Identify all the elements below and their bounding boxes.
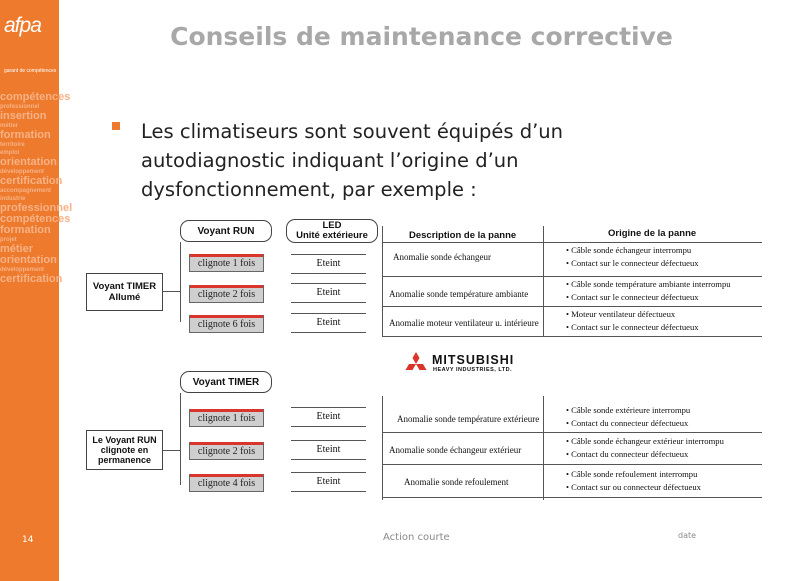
table-divider (543, 396, 544, 500)
panne-description: Anomalie sonde échangeur extérieur (389, 445, 522, 455)
word: certification (0, 175, 63, 187)
led-status: Eteint (291, 440, 366, 460)
clignote-indicator (189, 474, 264, 492)
clignote-indicator (189, 315, 264, 333)
bullet-square-icon (112, 122, 120, 130)
logo-tagline: garant de compétences (4, 68, 57, 74)
clignote-label: clignote 4 fois (197, 477, 256, 489)
word: métier (0, 243, 34, 255)
logo-mark: afpa (4, 14, 41, 37)
footer-date: date (678, 531, 697, 540)
group-bracket (180, 242, 181, 322)
clignote-label: clignote 1 fois (197, 257, 256, 269)
panne-description: Anomalie sonde refoulement (404, 477, 509, 487)
word: industrie (0, 196, 26, 202)
bullet-text: Les climatiseurs sont souvent équipés d’un autodiagnostic indiquant l’origine d’un dysfonctionnement, par exemple : (141, 120, 563, 201)
led-header (286, 219, 378, 243)
table-rule (382, 276, 762, 277)
word: compétences (0, 213, 71, 225)
origin-line: • Câble sonde échangeur interrompu (566, 245, 692, 255)
word: développement (0, 267, 45, 273)
word: insertion (0, 110, 47, 122)
voyant-run-header (180, 220, 272, 242)
origine-header: Origine de la panne (608, 228, 697, 239)
word: professionnel (0, 202, 73, 214)
brand-sub: HEAVY INDUSTRIES, LTD. (433, 367, 513, 373)
origin-line: • Contact sur le connecteur défectueux (566, 292, 699, 302)
clignote-indicator (189, 442, 264, 460)
word: emploi (0, 150, 20, 156)
three-diamonds-icon (404, 352, 428, 376)
word: formation (0, 224, 51, 236)
clignote-indicator (189, 285, 264, 303)
word: compétences (0, 91, 71, 103)
clignote-indicator (189, 254, 264, 272)
slide-title: Conseils de maintenance corrective (170, 22, 673, 51)
afpa-logo (4, 14, 56, 75)
clignote-indicator (189, 409, 264, 427)
led-status: Eteint (291, 254, 366, 274)
footer-label: Action courte (383, 532, 450, 543)
brand-name: MITSUBISHI (432, 353, 515, 367)
panne-description: Anomalie moteur ventilateur u. intérieure (389, 318, 539, 328)
mitsubishi-logo (404, 352, 554, 378)
table-rule (382, 432, 762, 433)
table-rule (382, 306, 762, 307)
panne-description: Anomalie sonde échangeur (393, 252, 491, 262)
group2-label-box (86, 430, 163, 470)
connector (163, 450, 180, 451)
panne-description: Anomalie sonde température extérieure (397, 414, 540, 424)
table-rule (382, 336, 762, 337)
table-divider (382, 396, 383, 500)
table-rule (382, 497, 762, 498)
word: formation (0, 129, 51, 141)
group1-label: Voyant TIMER Allumé (92, 281, 157, 303)
table-divider (382, 226, 383, 336)
word: métier (0, 123, 19, 129)
origin-line: • Contact sur le connecteur défectueux (566, 322, 699, 332)
led-label: LED (322, 220, 342, 231)
word: projet (0, 237, 17, 243)
sidebar (0, 0, 73, 581)
origin-line: • Contact sur ou connecteur défectueux (566, 482, 701, 492)
table-rule (382, 242, 762, 243)
led-status: Eteint (291, 283, 366, 303)
led-status: Eteint (291, 407, 366, 427)
word: certification (0, 273, 63, 285)
table-rule (382, 464, 762, 465)
word: développement (0, 169, 45, 175)
clignote-label: clignote 1 fois (197, 412, 256, 424)
word: professionnel (0, 104, 40, 110)
connector (163, 291, 180, 292)
description-header: Description de la panne (409, 230, 517, 241)
origin-line: • Câble sonde refoulement interrompu (566, 469, 698, 479)
word: orientation (0, 254, 57, 266)
clignote-label: clignote 6 fois (197, 318, 256, 330)
diagnostic-figure (86, 218, 762, 500)
origin-line: • Câble sonde échangeur extérieur interrompu (566, 436, 724, 446)
led-status: Eteint (291, 472, 366, 492)
voyant-timer-header (180, 371, 272, 393)
page-number: 14 (22, 535, 34, 545)
word: territoire (0, 142, 25, 148)
sidebar-word-cloud (0, 91, 73, 285)
led-status: Eteint (291, 313, 366, 333)
voyant-timer-label: Voyant TIMER (192, 376, 260, 388)
group-bracket (180, 393, 181, 485)
origin-line: • Moteur ventilateur défectueux (566, 309, 676, 319)
origin-line: • Contact du connecteur défectueux (566, 418, 689, 428)
led-sublabel: Unité extérieure (296, 230, 368, 241)
origin-line: • Câble sonde température ambiante interrompu (566, 279, 731, 289)
panne-description: Anomalie sonde température ambiante (389, 289, 529, 299)
word: orientation (0, 156, 57, 168)
group2-label: Le Voyant RUN clignote en permanence (92, 435, 157, 465)
origin-line: • Contact du connecteur défectueux (566, 449, 689, 459)
clignote-label: clignote 2 fois (197, 445, 256, 457)
clignote-label: clignote 2 fois (197, 288, 256, 300)
origin-line: • Câble sonde extérieure interrompu (566, 405, 691, 415)
group1-label-box (86, 273, 163, 311)
table-divider (543, 226, 544, 336)
origin-line: • Contact sur le connecteur défectueux (566, 258, 699, 268)
word: accompagnement (0, 188, 52, 194)
voyant-run-label: Voyant RUN (197, 225, 255, 237)
